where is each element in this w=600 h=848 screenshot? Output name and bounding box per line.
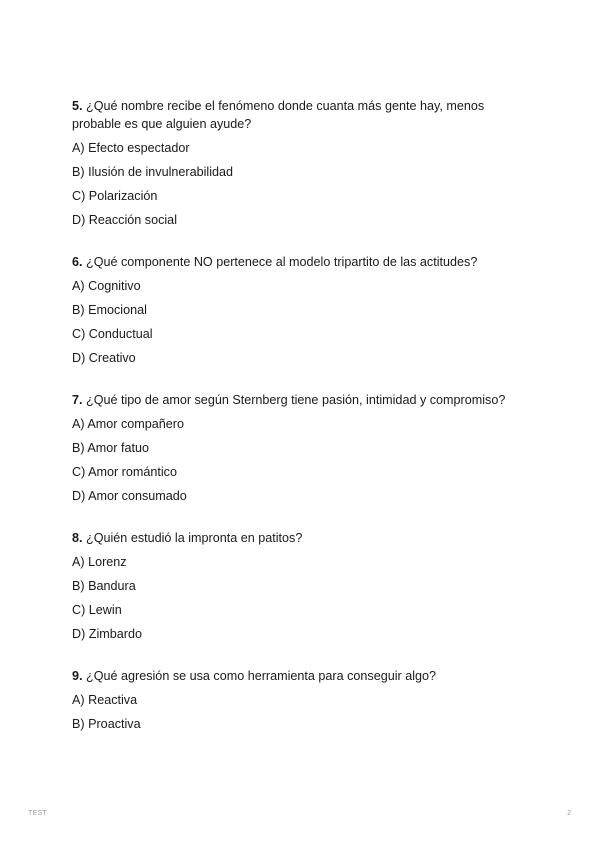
option-a: A) Cognitivo [72, 279, 141, 293]
question-body: ¿Quién estudió la impronta en patitos? [86, 531, 303, 545]
option-a: A) Lorenz [72, 555, 127, 569]
option-d: D) Reacción social [72, 213, 177, 227]
question-6 [72, 253, 532, 367]
question-text [72, 97, 532, 133]
option-a: A) Reactiva [72, 693, 138, 707]
footer-label: TEST [28, 810, 48, 817]
question-number: 8. [72, 531, 83, 545]
option-c: C) Conductual [72, 327, 153, 341]
page-number: 2 [567, 810, 571, 817]
option-c: C) Polarización [72, 189, 158, 203]
question-number: 6. [72, 255, 83, 269]
option-a: A) Efecto espectador [72, 141, 190, 155]
question-body: ¿Qué tipo de amor según Sternberg tiene pasión, intimidad y compromiso? [86, 393, 506, 407]
question-list [72, 97, 532, 757]
option-b: B) Emocional [72, 303, 147, 317]
question-body: ¿Qué componente NO pertenece al modelo tripartito de las actitudes? [86, 255, 478, 269]
option-d: D) Amor consumado [72, 489, 187, 503]
option-c: C) Amor romántico [72, 465, 177, 479]
question-5 [72, 97, 532, 229]
question-text [72, 253, 532, 271]
question-7 [72, 391, 532, 505]
option-b: B) Amor fatuo [72, 441, 149, 455]
option-d: D) Creativo [72, 351, 136, 365]
option-d: D) Zimbardo [72, 627, 142, 641]
option-a: A) Amor compañero [72, 417, 184, 431]
option-b: B) Proactiva [72, 717, 141, 731]
question-body: ¿Qué agresión se usa como herramienta para conseguir algo? [86, 669, 437, 683]
option-c: C) Lewin [72, 603, 122, 617]
question-body: ¿Qué nombre recibe el fenómeno donde cuanta más gente hay, menos probable es que alguien ayude? [72, 99, 485, 131]
question-number: 9. [72, 669, 83, 683]
option-b: B) Bandura [72, 579, 136, 593]
question-number: 7. [72, 393, 83, 407]
question-text [72, 667, 532, 685]
question-text [72, 529, 532, 547]
question-9 [72, 667, 532, 733]
question-text [72, 391, 532, 409]
question-8 [72, 529, 532, 643]
question-number: 5. [72, 99, 83, 113]
option-b: B) Ilusión de invulnerabilidad [72, 165, 234, 179]
